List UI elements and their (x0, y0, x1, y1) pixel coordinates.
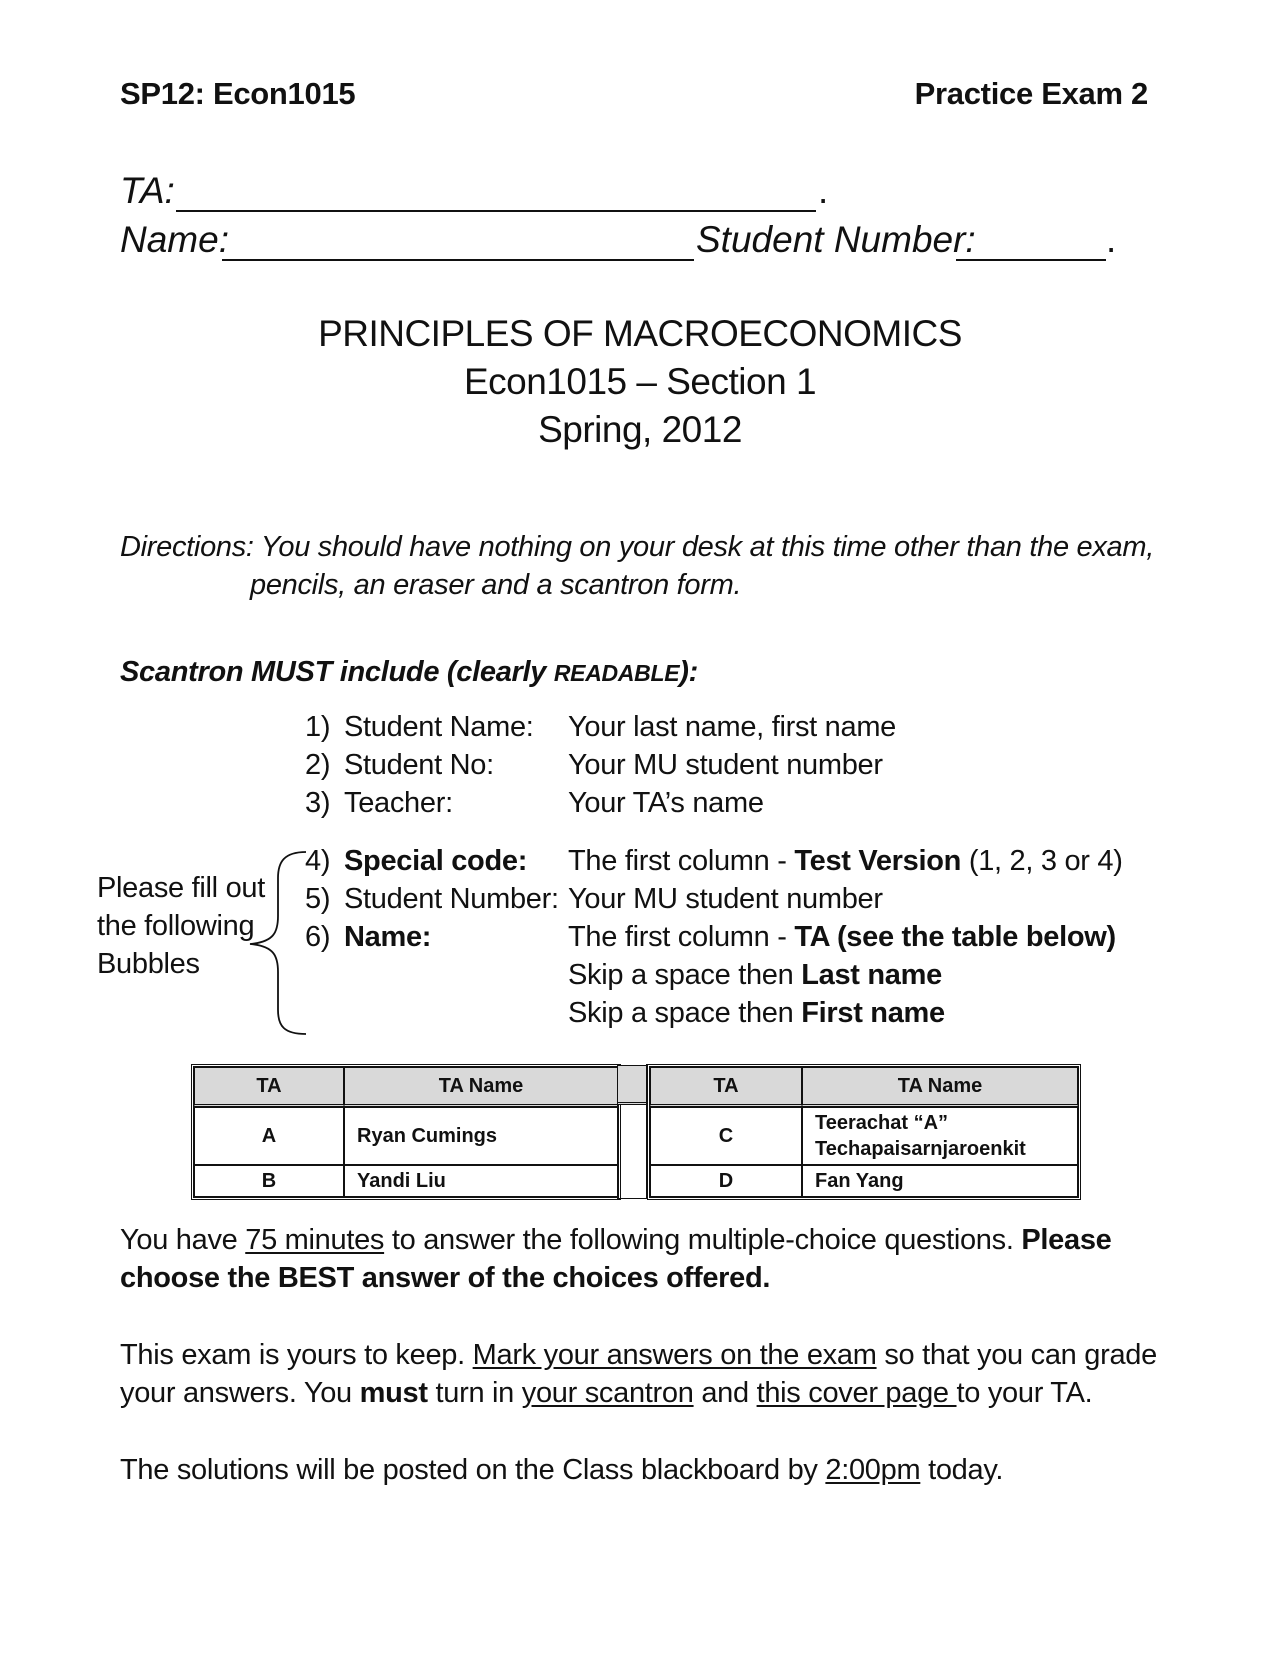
scantron-heading: Scantron MUST include (clearly READABLE): (120, 656, 698, 688)
item-3-number: 3) (305, 787, 331, 819)
item-1-number: 1) (305, 711, 331, 743)
ta-name: Yandi Liu (344, 1165, 618, 1197)
directions-line1: Directions: You should have nothing on your desk at this time other than the exam, (120, 531, 1155, 563)
ta-field-period: . (818, 170, 829, 211)
ta-column-header: TA (650, 1067, 802, 1107)
student-number-field-line[interactable] (956, 259, 1106, 261)
ta-letter: B (194, 1165, 344, 1197)
course-term: Spring, 2012 (538, 409, 742, 450)
ta-name-column-header: TA Name (344, 1067, 618, 1107)
ta-field-line[interactable] (176, 210, 816, 212)
keep-exam-line2: your answers. You must turn in your scantron and this cover page to your TA. (120, 1377, 1093, 1409)
bubble-note-line2: the following (97, 910, 255, 942)
course-code: SP12: Econ1015 (120, 76, 356, 111)
skip-line-2: Skip a space then First name (568, 997, 945, 1029)
ta-letter: C (650, 1107, 802, 1165)
table-gap-column (617, 1064, 647, 1199)
item-2-value: Your MU student number (568, 749, 883, 781)
name-field-label: Name: (120, 219, 229, 260)
item-6-number: 6) (305, 921, 331, 953)
item-4-label: Special code: (344, 845, 528, 877)
table-row (194, 1165, 618, 1197)
item-1-value: Your last name, first name (568, 711, 897, 743)
ta-letter: D (650, 1165, 802, 1197)
time-limit-line1: You have 75 minutes to answer the following multiple-choice questions. Please (120, 1224, 1112, 1256)
course-section: Econ1015 – Section 1 (463, 361, 817, 402)
ta-name: Ryan Cumings (344, 1107, 618, 1165)
student-number-period: . (1106, 219, 1117, 260)
curly-brace-icon (240, 848, 310, 1038)
directions-line2: pencils, an eraser and a scantron form. (250, 569, 742, 601)
ta-name: Fan Yang (802, 1165, 1078, 1197)
solutions-note: The solutions will be posted on the Class blackboard by 2:00pm today. (120, 1454, 1004, 1486)
item-4-number: 4) (305, 845, 331, 877)
ta-column-header: TA (194, 1067, 344, 1107)
student-number-field-label: Student Number: (696, 219, 976, 260)
table-row (650, 1165, 1078, 1197)
keep-exam-line1: This exam is yours to keep. Mark your answers on the exam so that you can grade (120, 1339, 1157, 1371)
time-limit-line2: choose the BEST answer of the choices offered. (120, 1262, 771, 1294)
bubble-note-line3: Bubbles (97, 948, 200, 980)
ta-table-left (191, 1064, 621, 1200)
course-title: PRINCIPLES OF MACROECONOMICS (318, 313, 962, 354)
item-6-value: The first column - TA (see the table below) (568, 921, 1116, 953)
bubble-note-line1: Please fill out (97, 872, 265, 904)
name-field-line[interactable] (222, 259, 694, 261)
item-2-number: 2) (305, 749, 331, 781)
item-4-value: The first column - Test Version (1, 2, 3 or 4) (568, 845, 1123, 877)
item-3-label: Teacher: (344, 787, 453, 819)
item-6-label: Name: (344, 921, 432, 953)
item-2-label: Student No: (344, 749, 494, 781)
item-3-value: Your TA’s name (568, 787, 764, 819)
ta-field-label: TA: (120, 170, 175, 211)
table-row (650, 1107, 1078, 1165)
ta-name-column-header: TA Name (802, 1067, 1078, 1107)
item-1-label: Student Name: (344, 711, 534, 743)
item-5-label: Student Number: (344, 883, 559, 915)
exam-title: Practice Exam 2 (914, 76, 1148, 111)
item-5-number: 5) (305, 883, 331, 915)
ta-name: Teerachat “A” Techapaisarnjaroenkit (802, 1107, 1078, 1165)
ta-table-right (647, 1064, 1081, 1200)
item-5-value: Your MU student number (568, 883, 883, 915)
skip-line-1: Skip a space then Last name (568, 959, 942, 991)
ta-letter: A (194, 1107, 344, 1165)
table-row (194, 1107, 618, 1165)
